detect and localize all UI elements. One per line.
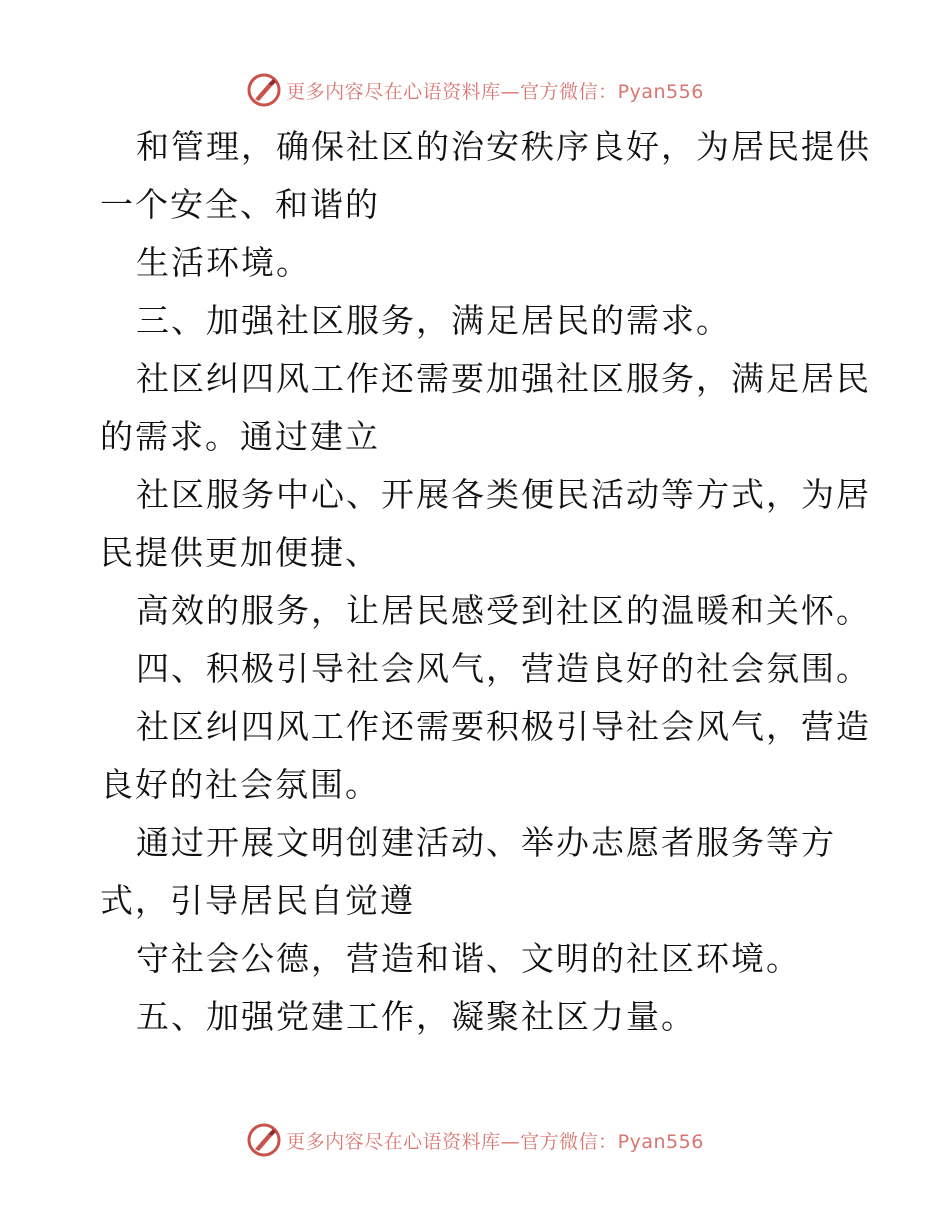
text-line: 良好的社会氛围。: [100, 765, 380, 804]
text-line: 高效的服务，让居民感受到社区的温暖和关怀。: [136, 591, 871, 630]
header-watermark: [0, 70, 950, 110]
text-line: 五、加强党建工作，凝聚社区力量。: [136, 997, 696, 1036]
text-line: 社区纠四风工作还需要加强社区服务，满足居民: [136, 359, 871, 398]
pen-logo-icon: [246, 72, 282, 108]
text-line: 生活环境。: [136, 243, 311, 282]
text-line: 和管理，确保社区的治安秩序良好，为居民提供: [136, 127, 871, 166]
watermark-text: 更多内容尽在心语资料库—官方微信：Pyan556: [286, 1130, 704, 1153]
text-line: 通过开展文明创建活动、举办志愿者服务等方: [136, 823, 836, 862]
text-line: 社区纠四风工作还需要积极引导社会风气，营造: [136, 707, 871, 746]
text-line: 民提供更加便捷、: [100, 533, 380, 572]
text-line: 守社会公德，营造和谐、文明的社区环境。: [136, 939, 801, 978]
text-line: 社区服务中心、开展各类便民活动等方式，为居: [136, 475, 871, 514]
text-line: 式，引导居民自觉遵: [100, 881, 415, 920]
pen-logo-icon: [246, 1122, 282, 1158]
text-line: 一个安全、和谐的: [100, 185, 380, 224]
text-line: 的需求。通过建立: [100, 417, 380, 456]
watermark-text: 更多内容尽在心语资料库—官方微信：Pyan556: [286, 80, 704, 103]
footer-watermark: [0, 1120, 950, 1160]
text-line: 三、加强社区服务，满足居民的需求。: [136, 301, 731, 340]
text-line: 四、积极引导社会风气，营造良好的社会氛围。: [136, 649, 871, 688]
